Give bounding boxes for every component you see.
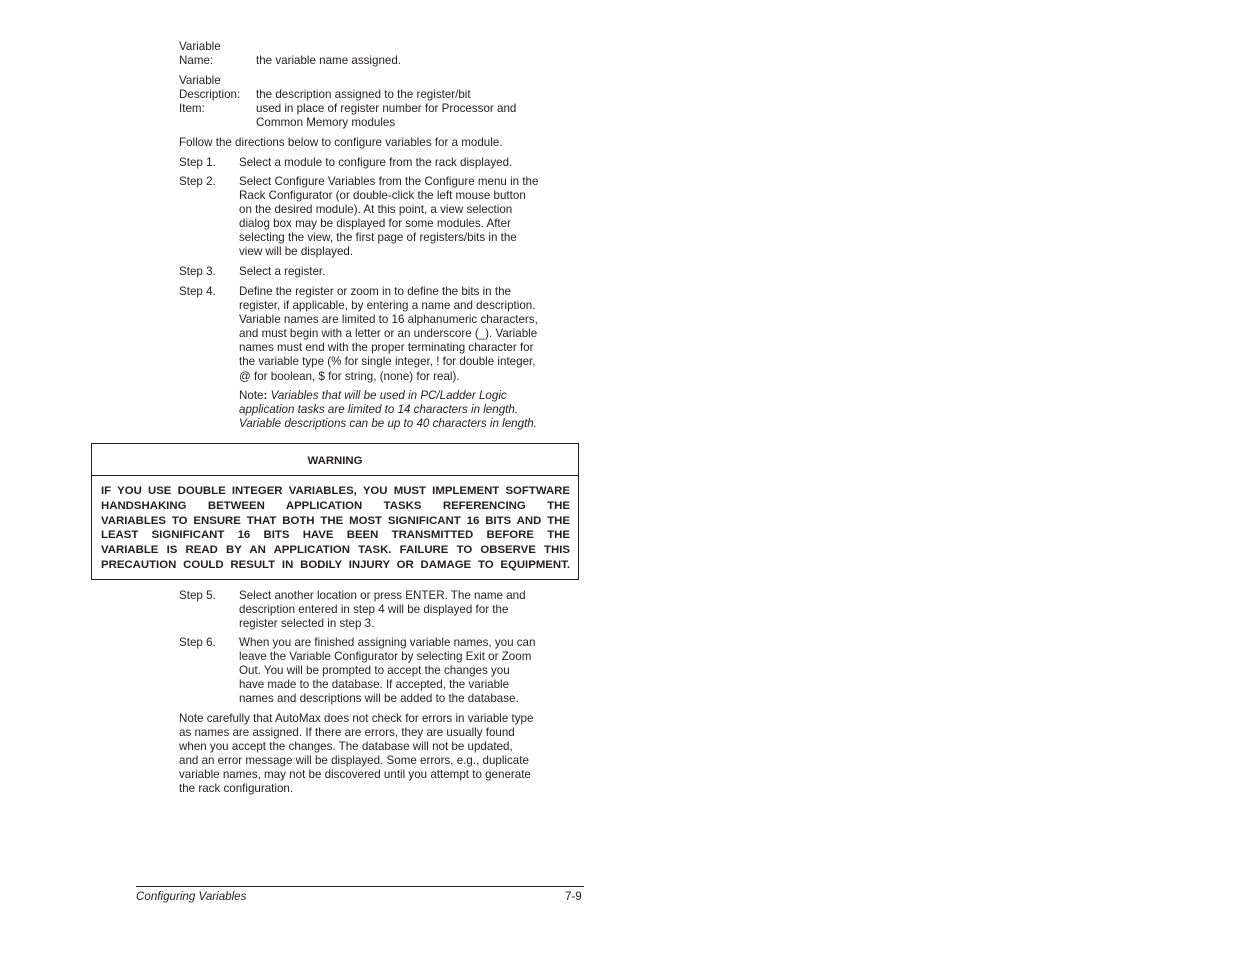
warning-body — [101, 484, 570, 573]
closing-paragraph — [179, 712, 533, 797]
step-text — [239, 265, 325, 279]
note-label: Note — [239, 389, 264, 402]
step-line: the variable type (% for single integer, ! for double integer, — [239, 355, 536, 369]
paragraph-line: and an error message will be displayed. Some errors, e.g., duplicate — [179, 754, 529, 768]
step-line: selecting the view, the first page of registers/bits in the — [239, 231, 517, 245]
paragraph-line: as names are assigned. If there are errors, they are usually found — [179, 726, 515, 740]
step-line: Select a register. — [239, 265, 326, 278]
desc-line: Common Memory modules — [256, 116, 396, 130]
step-line: register selected in step 3. — [239, 617, 375, 631]
note-text: Variables that will be used in PC/Ladder Logic — [267, 389, 507, 402]
step-line: view will be displayed. — [239, 245, 354, 259]
step-text — [239, 589, 526, 631]
paragraph-line: variable names, may not be discovered until you attempt to generate — [179, 768, 531, 782]
step-line: Rack Configurator (or double-click the left mouse button — [239, 189, 526, 203]
warning-line: LEAST SIGNIFICANT 16 BITS HAVE BEEN TRANSMITTED BEFORE THE — [101, 529, 570, 542]
step-line: Define the register or zoom in to define the bits in the — [239, 285, 511, 298]
warning-line: VARIABLES TO ENSURE THAT BOTH THE MOST SIGNIFICANT 16 BITS AND THE — [101, 514, 570, 527]
desc-line: the variable name assigned. — [256, 54, 402, 67]
step-label: Step 6. — [179, 636, 216, 649]
step-line: have made to the database. If accepted, the variable — [239, 678, 510, 692]
term-line: Name: — [179, 54, 214, 68]
step-line: Variable names are limited to 16 alphanumeric characters, — [239, 313, 538, 327]
term-line: Description: — [179, 88, 241, 102]
step-line: @ for boolean, $ for string, (none) for real). — [239, 369, 460, 383]
step-text — [239, 285, 538, 384]
step-line: When you are finished assigning variable names, you can — [239, 636, 536, 649]
note-line — [239, 389, 537, 403]
step-line: register, if applicable, by entering a name and description. — [239, 299, 536, 313]
definition-term-variable-name — [179, 40, 221, 68]
warning-title: WARNING — [307, 455, 363, 467]
footer-page-number: 7-9 — [565, 890, 582, 903]
definition-desc-variable-description — [256, 88, 516, 130]
step-line: leave the Variable Configurator by selecting Exit or Zoom — [239, 650, 532, 664]
step-label: Step 1. — [179, 156, 216, 169]
variable-length-note — [239, 389, 537, 431]
definition-desc-variable-name — [256, 54, 401, 68]
term-line: Item: — [179, 102, 205, 116]
step-line: on the desired module). At this point, a view selection — [239, 203, 513, 217]
note-line: Variable descriptions can be up to 40 characters in length. — [239, 417, 537, 431]
desc-line: the description assigned to the register/bit — [256, 88, 471, 101]
footer-rule — [136, 886, 584, 887]
step-text — [239, 156, 512, 170]
step-line: Select a module to configure from the rack displayed. — [239, 156, 513, 169]
step-label: Step 5. — [179, 589, 216, 602]
paragraph-line: Note carefully that AutoMax does not check for errors in variable type — [179, 712, 534, 725]
warning-box — [91, 443, 579, 580]
step-line: Select another location or press ENTER. The name and — [239, 589, 526, 602]
warning-line: VARIABLE IS READ BY AN APPLICATION TASK. FAILURE TO OBSERVE THIS — [101, 544, 570, 557]
step-line: dialog box may be displayed for some modules. After — [239, 217, 511, 231]
paragraph-line: when you accept the changes. The database will not be updated, — [179, 740, 513, 754]
step-line: names must end with the proper terminating character for — [239, 341, 534, 355]
step-line: names and descriptions will be added to the database. — [239, 692, 519, 706]
step-line: Out. You will be prompted to accept the changes you — [239, 664, 510, 678]
step-text — [239, 636, 535, 706]
note-colon: : — [263, 389, 268, 402]
step-label: Step 3. — [179, 265, 216, 278]
note-line: application tasks are limited to 14 characters in length. — [239, 403, 519, 417]
term-line: Variable — [179, 74, 221, 87]
paragraph-line: the rack configuration. — [179, 782, 294, 796]
warning-divider — [92, 475, 578, 476]
footer-section-title: Configuring Variables — [136, 890, 247, 903]
warning-line: PRECAUTION COULD RESULT IN BODILY INJURY OR DAMAGE TO EQUIPMENT. — [101, 558, 570, 571]
step-line: and must begin with a letter or an underscore (_). Variable — [239, 327, 538, 341]
step-line: description entered in step 4 will be displayed for the — [239, 603, 509, 617]
warning-line: IF YOU USE DOUBLE INTEGER VARIABLES, YOU MUST IMPLEMENT SOFTWARE — [101, 485, 570, 497]
intro-paragraph: Follow the directions below to configure variables for a module. — [179, 136, 503, 149]
step-label: Step 4. — [179, 285, 216, 298]
step-line: Select Configure Variables from the Configure menu in the — [239, 175, 539, 188]
definition-term-variable-description — [179, 74, 240, 116]
step-label: Step 2. — [179, 175, 216, 188]
term-line: Variable — [179, 40, 221, 53]
warning-line: HANDSHAKING BETWEEN APPLICATION TASKS REFERENCING THE — [101, 499, 570, 512]
step-text — [239, 175, 538, 260]
desc-line: used in place of register number for Processor and — [256, 102, 517, 116]
